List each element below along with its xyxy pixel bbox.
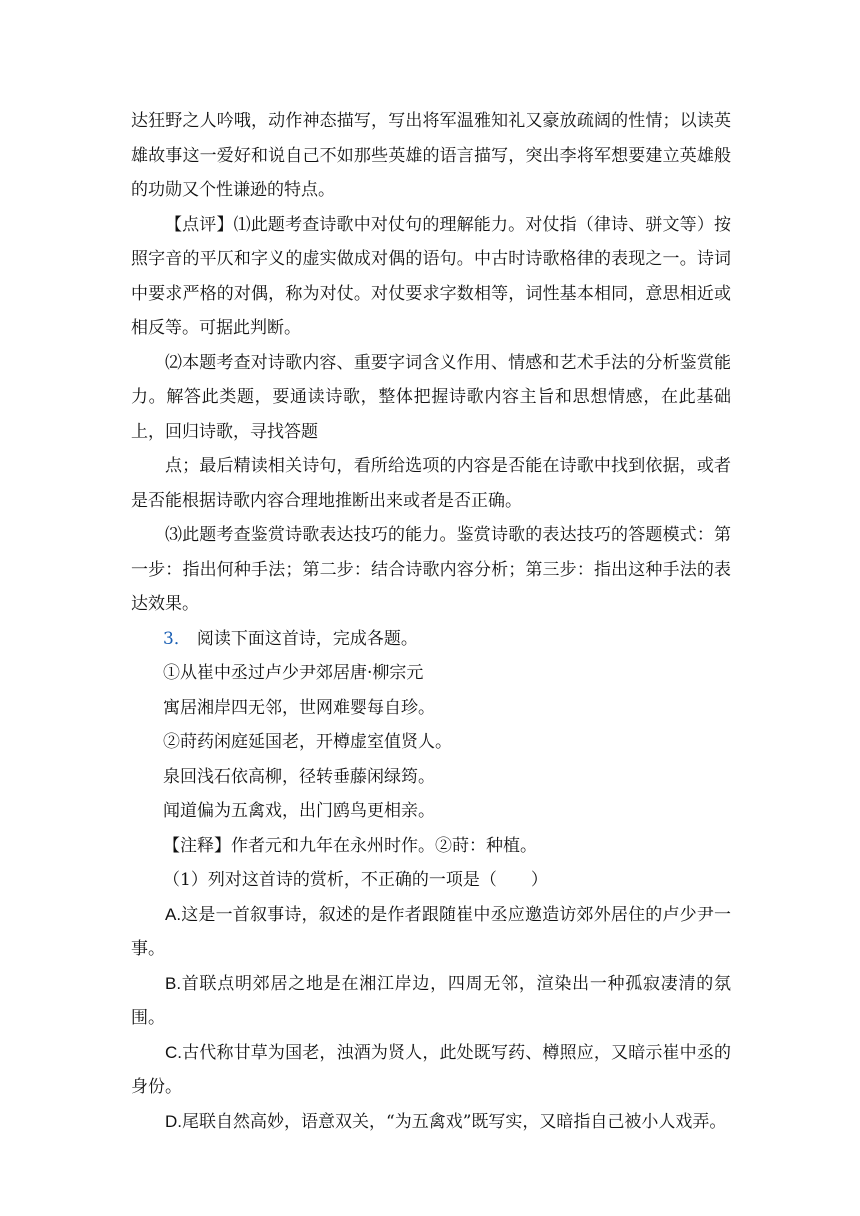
- poem-line-2: ②莳药闲庭延国老，开樽虚室值贤人。: [163, 732, 452, 752]
- option-c-key: C.: [165, 1042, 182, 1062]
- option-d: [131, 1105, 731, 1140]
- analysis-paragraph-2: ⑵本题考查对诗歌内容、重要字词含义作用、情感和艺术手法的分析鉴赏能力。解答此类题，要通读诗歌，整体把握诗歌内容主旨和思想情感，在此基础上，回归诗歌，寻找答题: [131, 352, 731, 442]
- question-prompt-text: 阅读下面这首诗，完成各题。: [196, 628, 418, 649]
- option-b: [131, 967, 731, 1036]
- option-d-text: 尾联自然高妙，语意双关，“为五禽戏”既写实，又暗指自己被小人戏弄。: [182, 1111, 727, 1132]
- option-a-text: 这是一首叙事诗，叙述的是作者跟随崔中丞应邀造访郊外居住的卢少尹一事。: [131, 904, 731, 959]
- poem-line-3: 泉回浅石依高柳，径转垂藤闲绿筠。: [163, 766, 435, 787]
- poem-title: ①从崔中丞过卢少尹郊居唐·柳宗元: [163, 663, 424, 683]
- option-b-key: B.: [165, 973, 182, 993]
- option-b-text: 首联点明郊居之地是在湘江岸边，四周无邻，渲染出一种孤寂凄清的氛围。: [131, 973, 731, 1028]
- option-a-key: A.: [165, 904, 182, 924]
- analysis-paragraph-4: ⑶此题考查鉴赏诗歌表达技巧的能力。鉴赏诗歌的表达技巧的答题模式：第一步：指出何种手法；第二步：结合诗歌内容分析；第三步：指出这种手法的表达效果。: [131, 525, 731, 614]
- sub-question: （1）列对这首诗的赏析，不正确的一项是（ ）: [163, 870, 548, 890]
- document-page: [131, 104, 731, 1139]
- option-c: [131, 1036, 731, 1105]
- comment-paragraph: 【点评】⑴此题考查诗歌中对仗句的理解能力。对仗指（律诗、骈文等）按照字音的平仄和字义的虚实做成对偶的语句。中古时诗歌格律的表现之一。诗词中要求严格的对偶，称为对仗。对仗要求字数相等，词性基本相同，意思相近或相反等。可据此判断。: [131, 214, 731, 338]
- question-number: 3．: [163, 628, 191, 649]
- poem-line-4: 闻道偏为五禽戏，出门鸥鸟更相亲。: [163, 801, 435, 821]
- analysis-paragraph-1: 达狂野之人吟哦，动作神态描写，写出将军温雅知礼又豪放疏阔的性情；以读英雄故事这一爱好和说自己不如那些英雄的语言描写，突出李将军想要建立英雄般的功勋又个性谦逊的特点。: [131, 111, 731, 200]
- analysis-paragraph-3: 点；最后精读相关诗句，看所给选项的内容是否能在诗歌中找到依据，或者是否能根据诗歌内容合理地推断出来或者是否正确。: [131, 456, 731, 511]
- poem-note: 【注释】作者元和九年在永州时作。②莳：种植。: [163, 835, 537, 856]
- option-d-key: D.: [165, 1111, 182, 1131]
- poem-line-1: 寓居湘岸四无邻，世网难婴每自珍。: [163, 697, 435, 718]
- option-c-text: 古代称甘草为国老，浊酒为贤人，此处既写药、樽照应，又暗示崔中丞的身份。: [131, 1042, 731, 1097]
- option-a: [131, 898, 731, 967]
- question-prompt: [131, 622, 731, 657]
